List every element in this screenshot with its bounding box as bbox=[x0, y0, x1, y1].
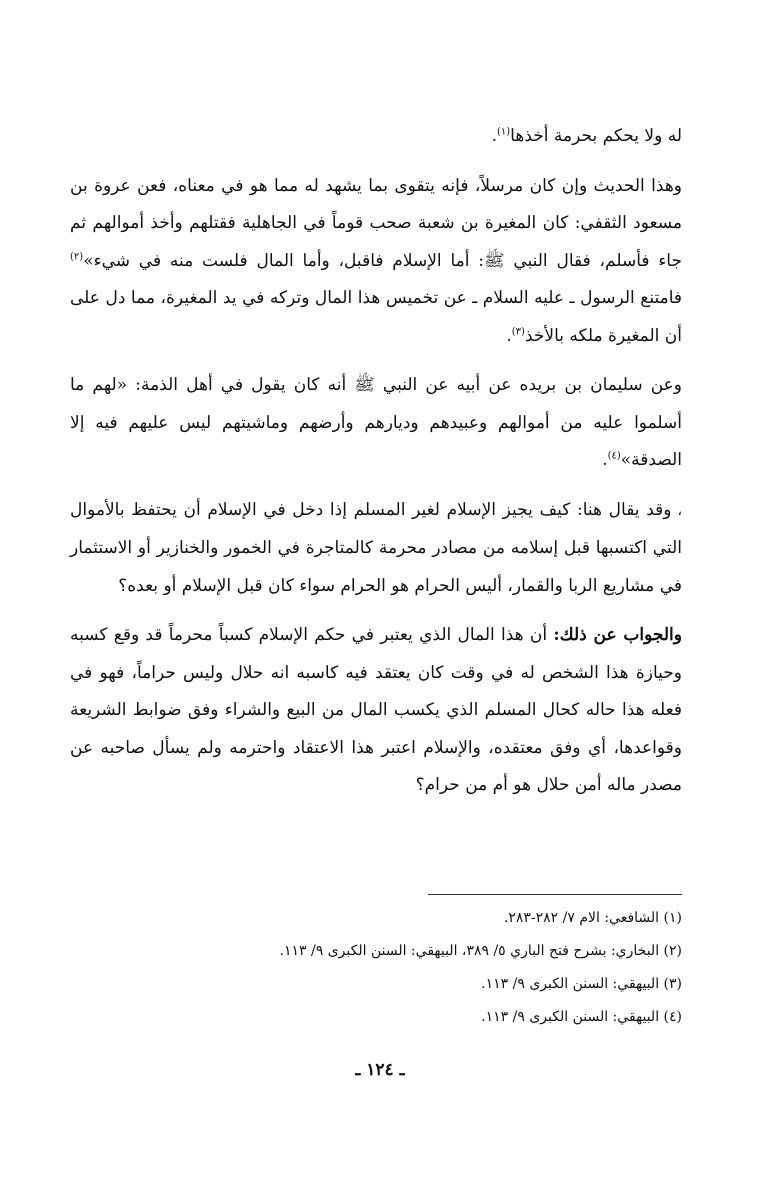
footnote-ref-1[interactable]: (١) bbox=[496, 126, 511, 138]
paragraph-5: والجواب عن ذلك: أن هذا المال الذي يعتبر في حكم الإسلام كسباً محرماً قد وقع كسبه وحيازة هذا الشخص له في وقت كان يعتقد فيه كاسبه انه حلال وليس حراماً، فهو في فعله هذا حاله كحال المسلم الذي يكسب المال من البيع والشراء وفق ضوابط الشريعة وقواعدها، أي وفق معتقده، والإسلام اعتبر هذا الاعتقاد واحترمه ولم يسأل صاحبه عن مصدر ماله أمن حلال هو أم من حرام؟ bbox=[70, 625, 682, 795]
footnote-1: (١) الشافعي: الام ٧/ ٢٨٢-٢٨٣. bbox=[503, 910, 682, 926]
body-text bbox=[70, 118, 682, 817]
footnote-divider bbox=[428, 894, 682, 895]
paragraph-4: ،وقد يقال هنا: كيف يجيز الإسلام لغير المسلم إذا دخل في الإسلام أن يحتفظ بالأموال التي اكتسبها قبل إسلامه من مصادر محرمة كالمتاجرة في الخمور والخنازير أو الاستثمار في مشاريع الربا والقمار، أليس الحرام هو الحرام سواء كان قبل الإسلام أو بعده؟ bbox=[70, 499, 682, 596]
paragraph-1: له ولا يحكم بحرمة أخذها$^{(١)}$. bbox=[491, 126, 682, 146]
footnote-ref-4[interactable]: (٤) bbox=[607, 450, 621, 462]
footnote-2: (٢) البخاري: بشرح فتح الباري ٥/ ٣٨٩، البيهقي: السنن الكبرى ٩/ ١١٣. bbox=[279, 943, 682, 959]
margin-mark: ، bbox=[677, 502, 682, 519]
footnote-ref-3[interactable]: (٣) bbox=[511, 325, 525, 337]
footnote-4: (٤) البيهقي: السنن الكبرى ٩/ ١١٣. bbox=[481, 1009, 682, 1025]
paragraph-3: وعن سليمان بن بريده عن أبيه عن النبي ﷺ أنه كان يقول في أهل الذمة: «لهم ما أسلموا عليه من أموالهم وعبيدهم وديارهم وأرضهم وماشيتهم ليس عليهم فيه إلا الصدقة»$^{(٤)}$. bbox=[70, 375, 682, 470]
footnote-ref-2[interactable]: (٢) bbox=[70, 250, 84, 262]
footnotes bbox=[70, 902, 682, 1034]
answer-lead: والجواب عن ذلك: bbox=[553, 625, 682, 645]
page-number: ـ ١٢٤ ـ bbox=[355, 1060, 405, 1080]
footnote-3: (٣) البيهقي: السنن الكبرى ٩/ ١١٣. bbox=[481, 976, 682, 992]
paragraph-2: وهذا الحديث وإن كان مرسلاً، فإنه يتقوى بما يشهد له مما هو في معناه، فعن عروة بن مسعود الثقفي: كان المغيرة بن شعبة صحب قوماً في الجاهلية فقتلهم وأخذ أموالهم ثم جاء فأسلم، فقال النبي ﷺ: أما الإسلام فاقبل، وأما المال فلست منه في شيء»$^{(٢)}$ فامتنع الرسول ـ عليه السلام ـ عن تخميس هذا المال وتركه في يد المغيرة، مما دل على أن المغيرة ملكه بالأخذ$^{(٣)}$. bbox=[70, 175, 682, 346]
